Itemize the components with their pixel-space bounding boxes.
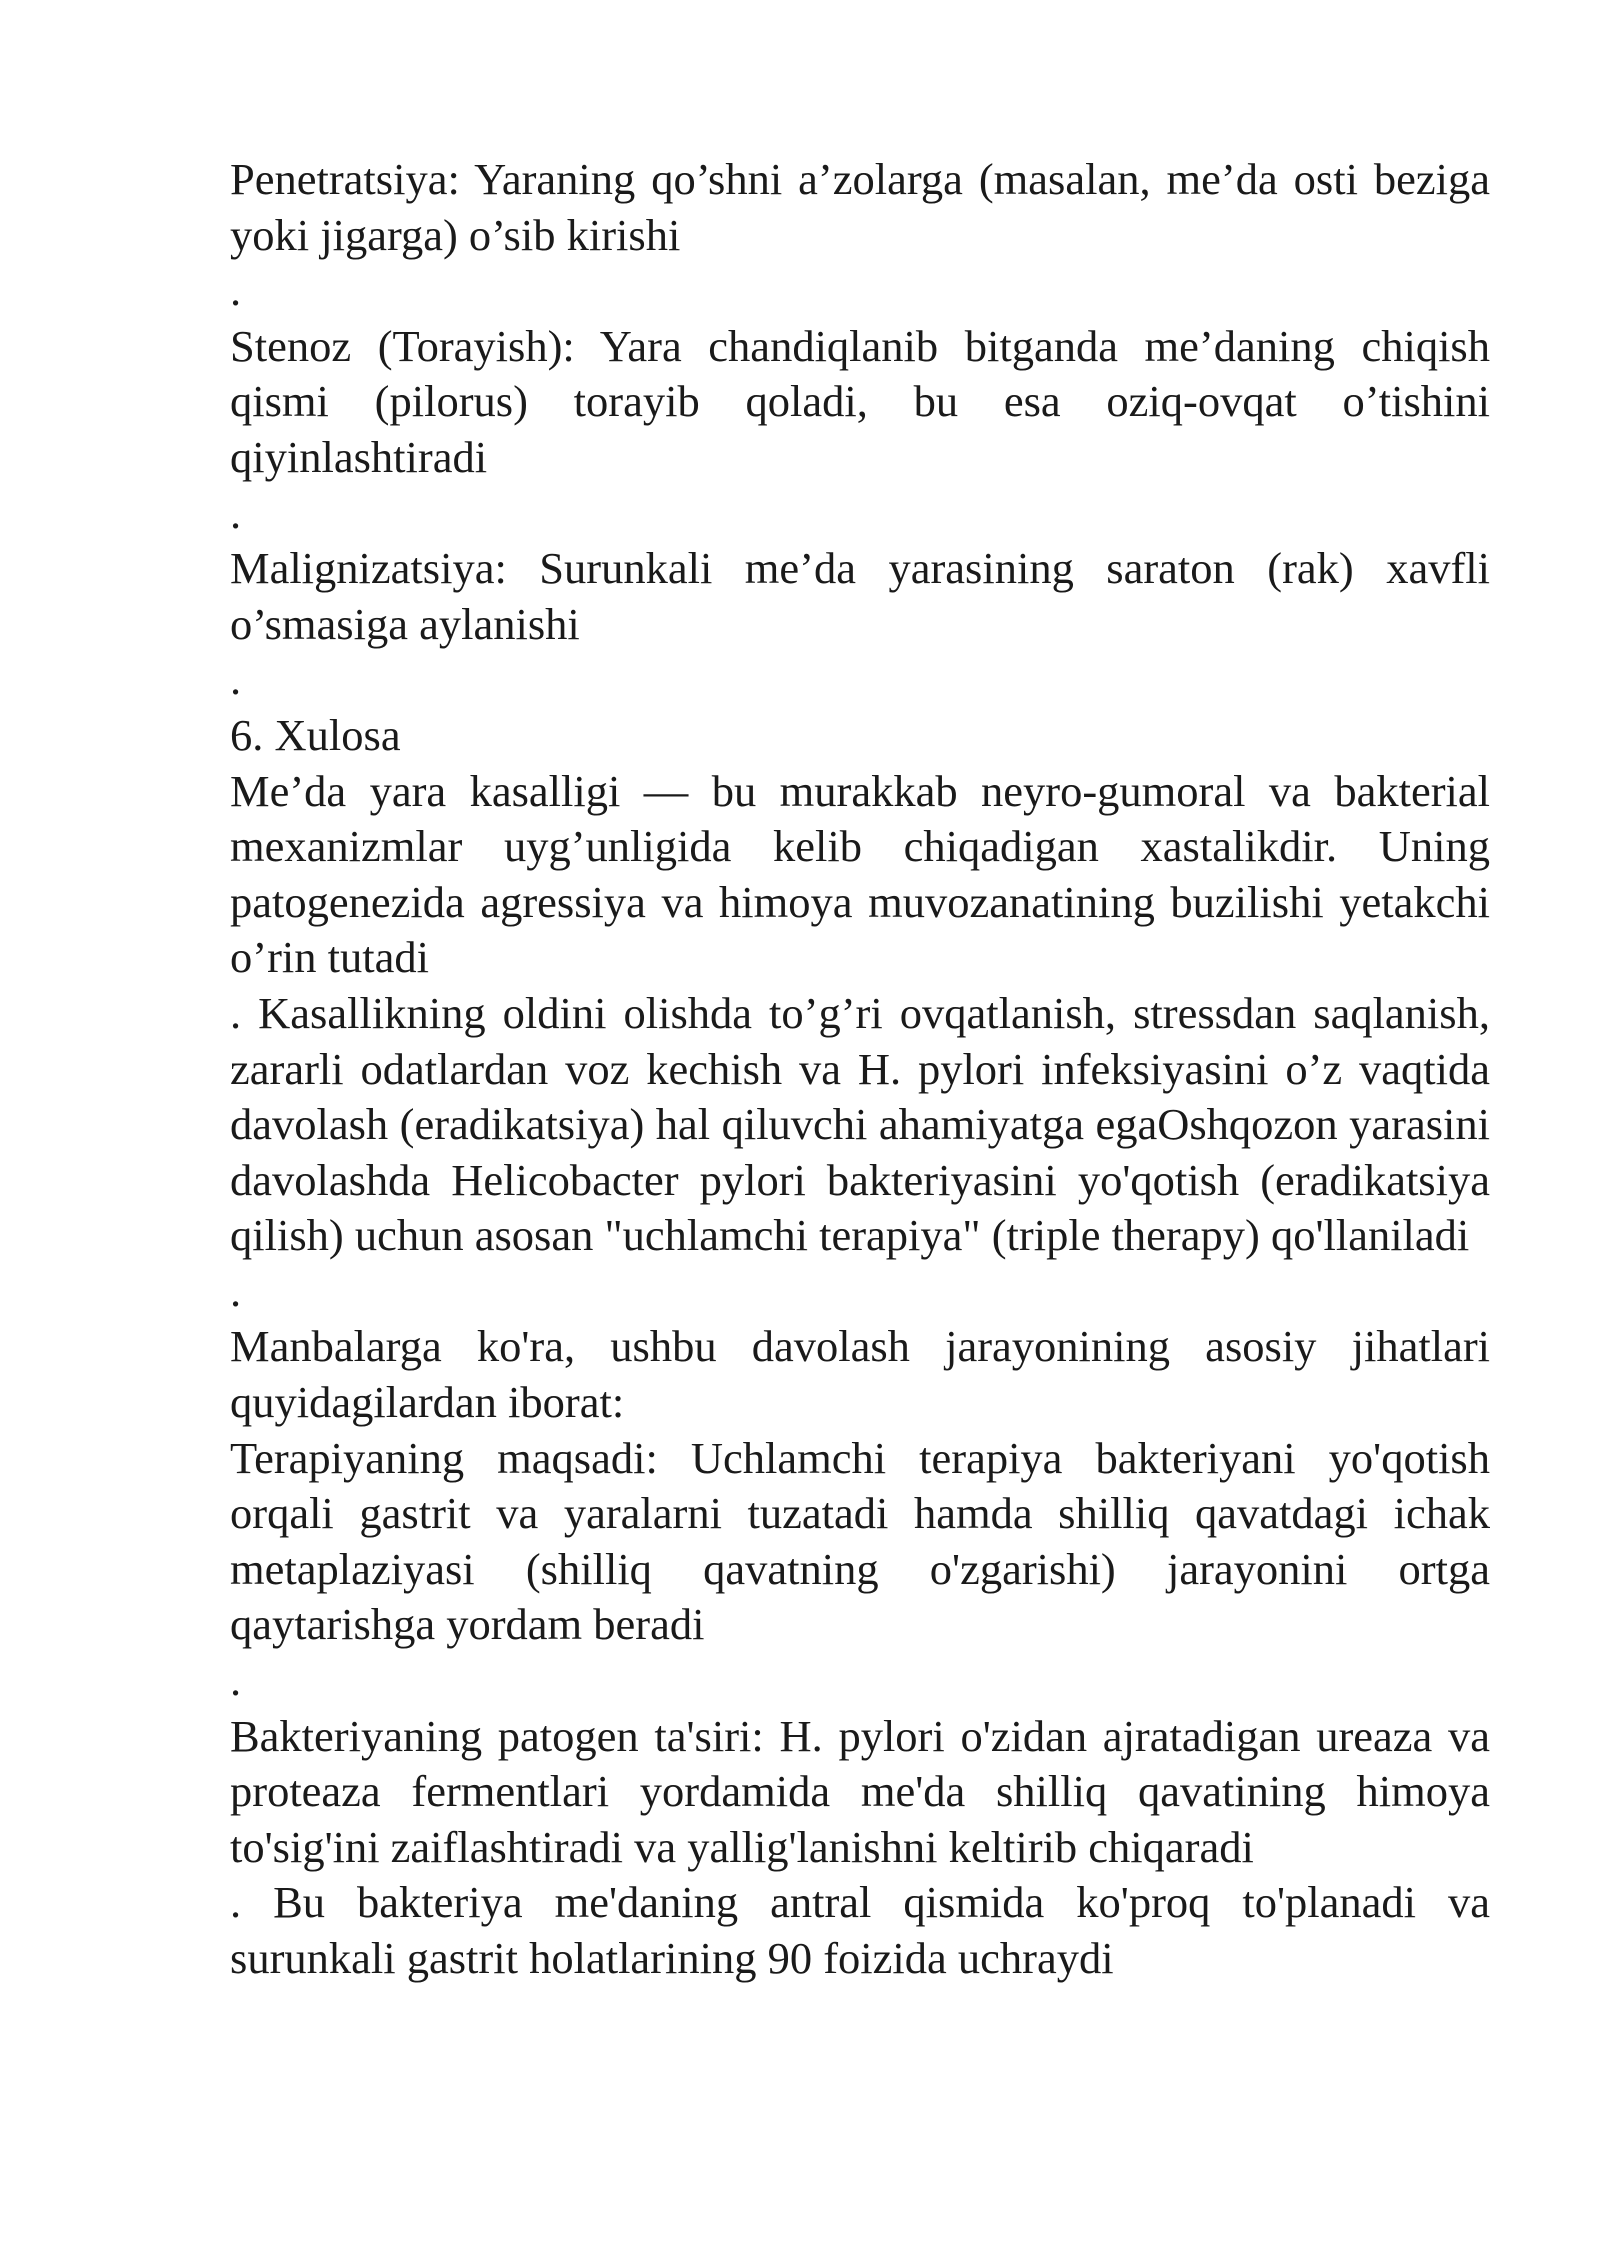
paragraph-pathogen-effect: Bakteriyaning patogen ta'siri: H. pylori o'zidan ajratadigan ureaza va proteaza fermentlari yordamida me'da shilliq qavatining himoya to'sig'ini zaiflashtiradi va yallig'lanishni keltirib chiqaradi <box>230 1710 1490 1872</box>
paragraph-antral: . Bu bakteriya me'daning antral qismida ko'proq to'planadi va surunkali gastrit holatlarining 90 foizida uchraydi <box>230 1877 1490 1983</box>
paragraph-conclusion: Me’da yara kasalligi — bu murakkab neyro-gumoral va bakterial mexanizmlar uyg’unligida kelib chiqadigan xastalikdir. Uning patogenezida agressiya va himoya muvozanatining buzilishi yetakchi o’rin tutadi <box>230 765 1490 983</box>
paragraph-stenoz: Stenoz (Torayish): Yara chandiqlanib bitganda me’daning chiqish qismi (pilorus) torayib qoladi, bu esa oziq-ovqat o’tishini qiyinlashtiradi <box>230 320 1490 482</box>
paragraph-prevention: . Kasallikning oldini olishda to’g’ri ovqatlanish, stressdan saqlanish, zararli odatlardan voz kechish va H. pylori infeksiyasini o’z vaqtida davolash (eradikatsiya) hal qiluvchi ahamiyatga egaOshqozon yarasini davolashda Helicobacter pylori bakteriyasini yo'qotish (eradikatsiya qilish) uchun asosan "uchlamchi terapiya" (triple therapy) qo'llaniladi <box>230 987 1490 1261</box>
paragraph-dot: . <box>230 265 242 316</box>
section-heading-xulosa: 6. Xulosa <box>230 709 401 760</box>
paragraph-sources: Manbalarga ko'ra, ushbu davolash jarayonining asosiy jihatlari quyidagilardan iborat: <box>230 1321 1490 1428</box>
paragraph-dot: . <box>230 654 242 705</box>
document-page <box>230 152 1490 1987</box>
paragraph-dot: . <box>230 487 242 538</box>
paragraph-dot: . <box>230 1655 242 1706</box>
paragraph-dot: . <box>230 1265 242 1316</box>
paragraph-therapy-goal: Terapiyaning maqsadi: Uchlamchi terapiya bakteriyani yo'qotish orqali gastrit va yaralarni tuzatadi hamda shilliq qavatdagi ichak metaplaziyasi (shilliq qavatning o'zgarishi) jarayonini ortga qaytarishga yordam beradi <box>230 1432 1490 1650</box>
paragraph-malignizatsiya: Malignizatsiya: Surunkali me’da yarasining saraton (rak) xavfli o’smasiga aylanishi <box>230 543 1490 649</box>
paragraph-penetratsiya: Penetratsiya: Yaraning qo’shni a’zolarga (masalan, me’da osti beziga yoki jigarga) o’sib kirishi <box>230 154 1490 260</box>
